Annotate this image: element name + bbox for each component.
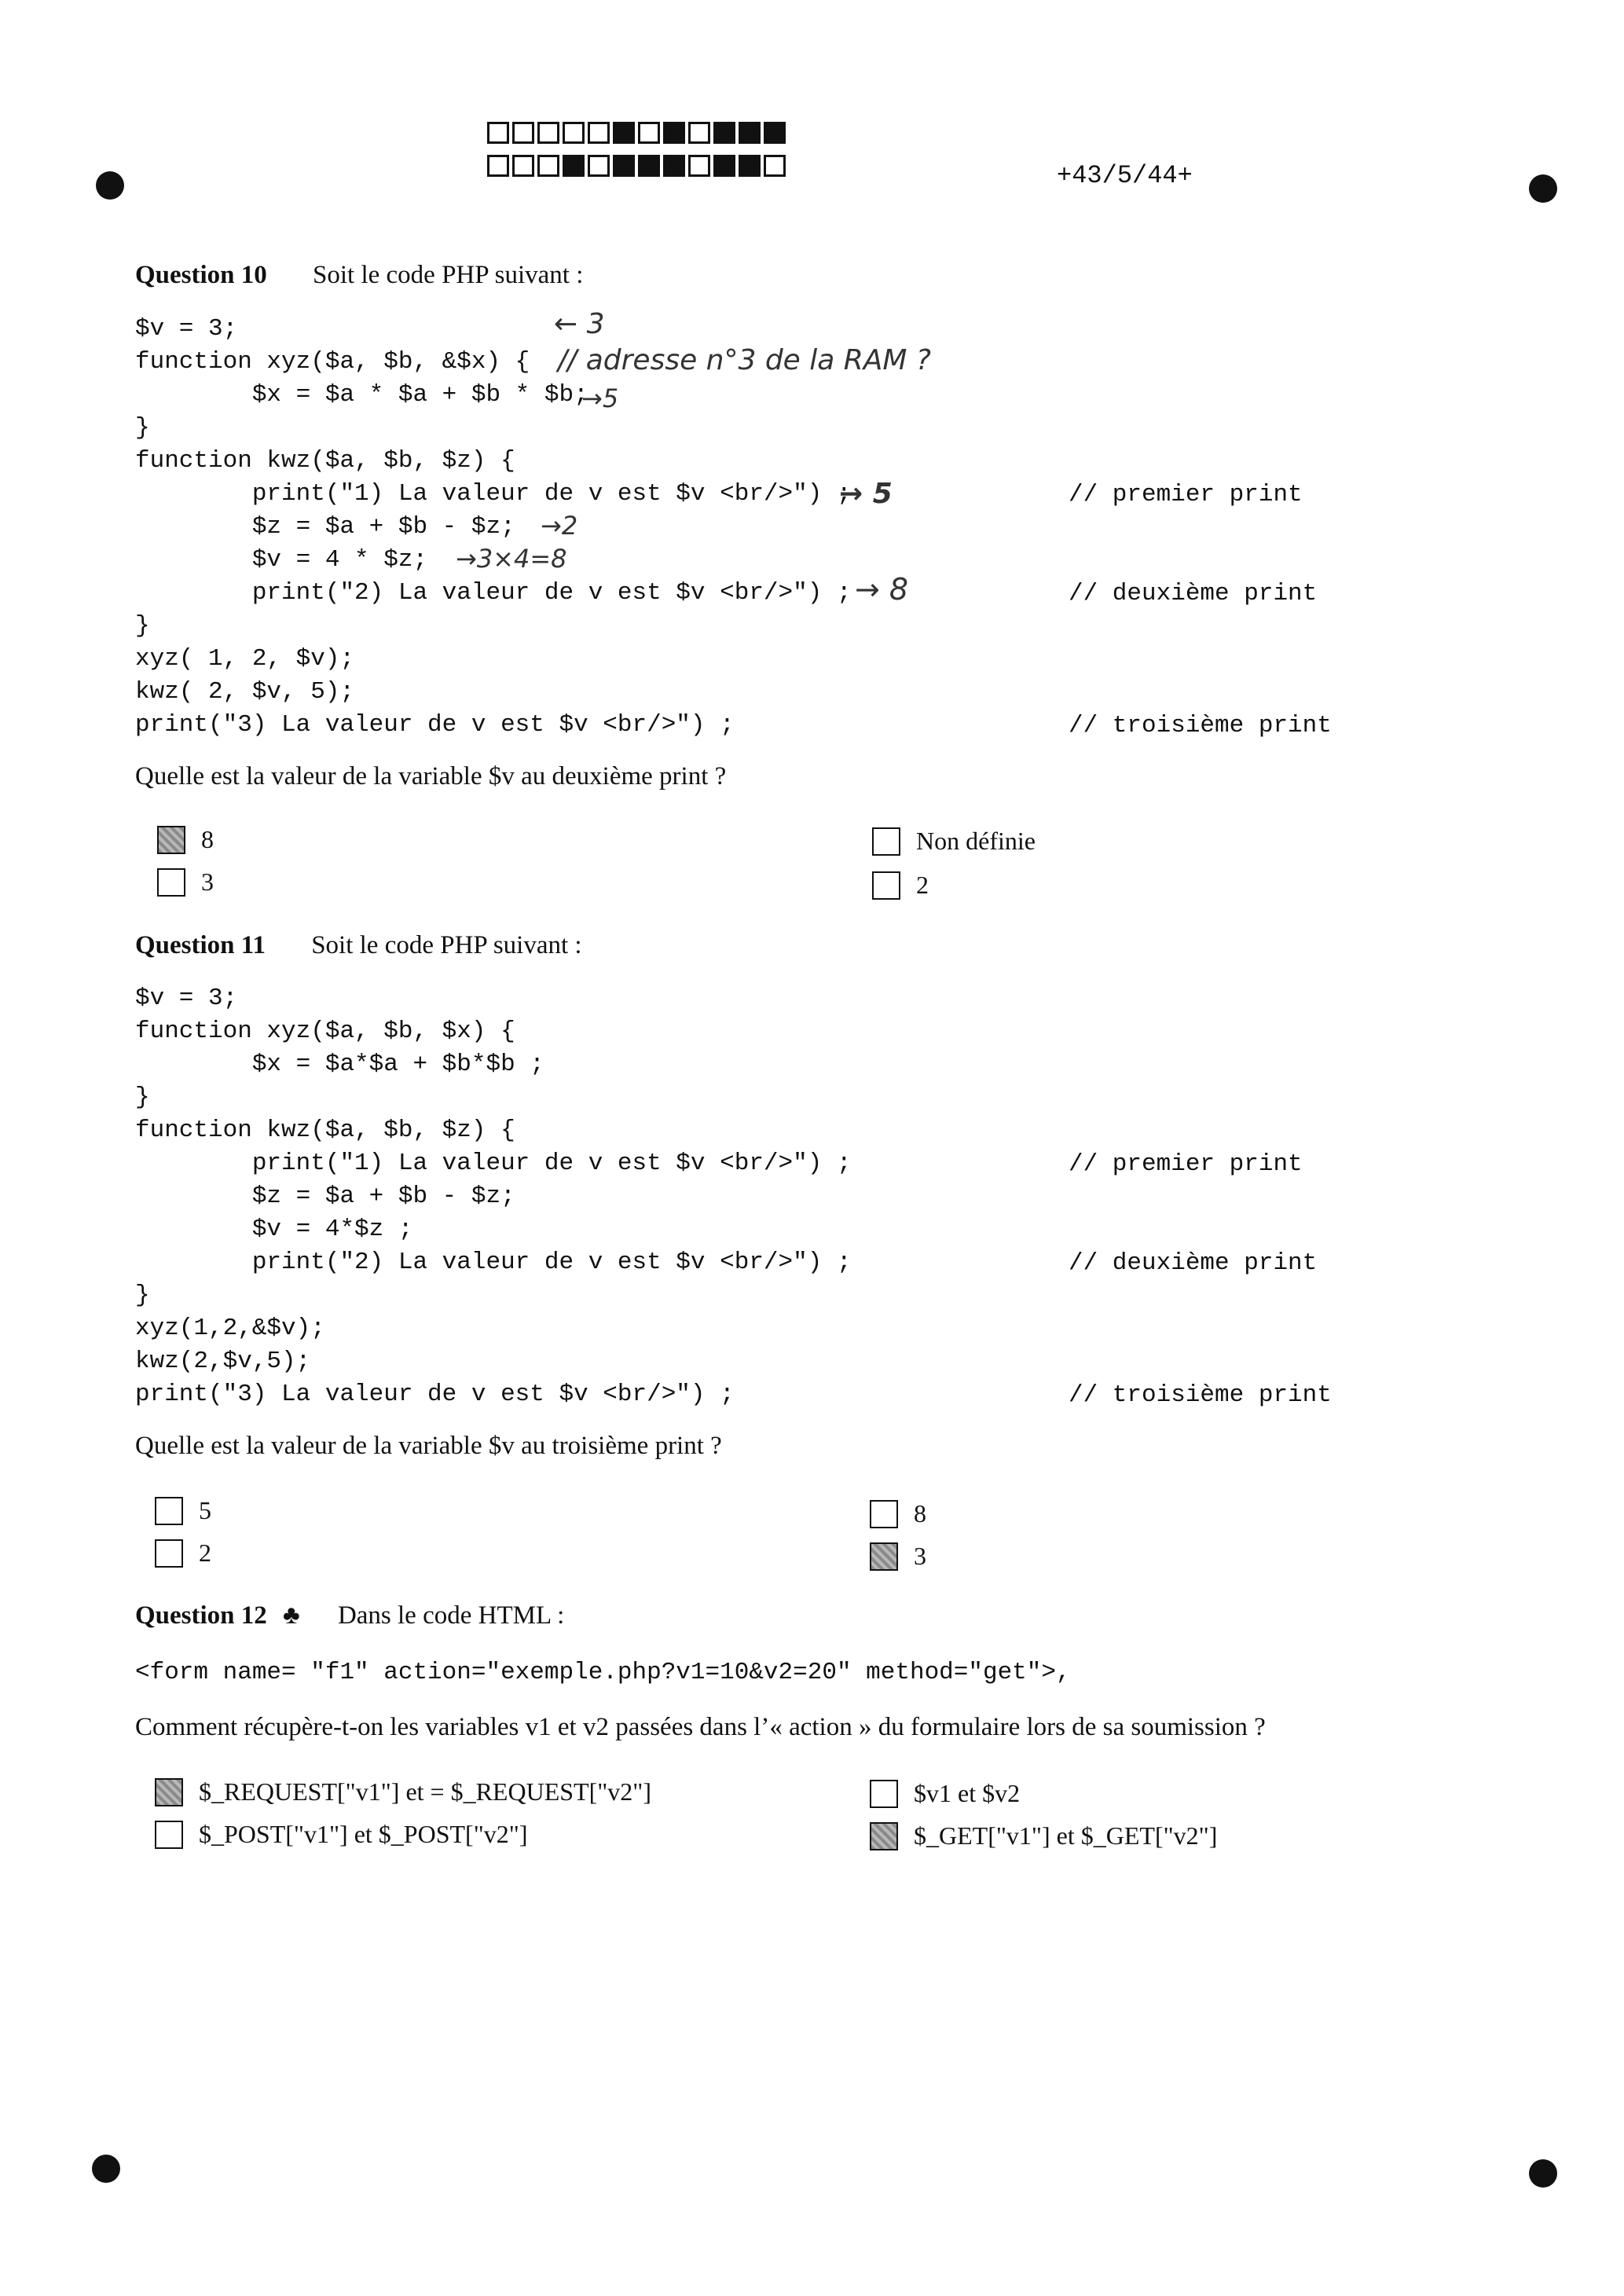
code-line: xyz(1,2,&$v);: [135, 1315, 325, 1342]
q11-option-2[interactable]: [155, 1539, 211, 1568]
q11-option-3[interactable]: [870, 1499, 926, 1528]
q12-option-4[interactable]: [870, 1821, 1217, 1850]
barcode-cell: [739, 155, 761, 177]
handwritten-note: → 5: [839, 478, 893, 510]
option-label: 5: [199, 1496, 211, 1524]
code-line: $v = 4 * $z;: [135, 546, 428, 574]
q10-option-4[interactable]: [872, 871, 929, 900]
checkbox[interactable]: [157, 868, 185, 897]
q11-comment-second-print: // deuxième print: [1069, 1249, 1318, 1277]
handwritten-note: →2: [541, 511, 578, 541]
option-label: 3: [201, 867, 214, 896]
question-10-label: Question 10: [135, 261, 267, 289]
handwritten-note: ← 3: [554, 308, 605, 340]
code-line: $v = 4*$z ;: [135, 1216, 413, 1243]
code-line: $v = 3;: [135, 985, 238, 1012]
handwritten-note: → 8: [855, 572, 909, 607]
barcode-cell: [764, 155, 786, 177]
barcode-bottom-row: [487, 155, 789, 177]
checkbox[interactable]: [155, 1497, 183, 1525]
barcode-cell: [537, 155, 559, 177]
q10-comment-first-print: // premier print: [1069, 481, 1303, 508]
code-line: $z = $a + $b - $z;: [135, 1183, 515, 1210]
barcode-cell: [563, 122, 585, 144]
q10-comment-second-print: // deuxième print: [1069, 580, 1318, 607]
code-line: $v = 3;: [135, 315, 238, 343]
code-line: }: [135, 1084, 150, 1111]
question-12-code: <form name= "f1" action="exemple.php?v1=10&v2=20" method="get">,: [135, 1659, 1071, 1686]
checkbox[interactable]: [870, 1542, 898, 1571]
question-11-text: Quelle est la valeur de la variable $v au troisième print ?: [135, 1432, 722, 1460]
q11-option-1[interactable]: [155, 1496, 211, 1525]
question-10-code: [135, 313, 852, 742]
checkbox[interactable]: [157, 826, 185, 854]
barcode-top-row: [487, 122, 789, 144]
code-line: xyz( 1, 2, $v);: [135, 645, 355, 673]
barcode-cell: [688, 155, 710, 177]
code-line: function xyz($a, $b, &$x) {: [135, 348, 530, 376]
q11-comment-first-print: // premier print: [1069, 1150, 1303, 1178]
option-label: $_GET["v1"] et $_GET["v2"]: [914, 1821, 1218, 1850]
checkbox[interactable]: [872, 871, 900, 900]
handwritten-note: →5: [581, 383, 619, 413]
code-line: function kwz($a, $b, $z) {: [135, 447, 515, 475]
checkbox[interactable]: [872, 827, 900, 856]
code-line: function kwz($a, $b, $z) {: [135, 1117, 515, 1144]
option-label: 3: [914, 1542, 926, 1570]
checkbox[interactable]: [870, 1822, 898, 1850]
code-line: print("2) La valeur de v est $v <br/>") ;: [135, 1249, 852, 1276]
option-label: 8: [201, 825, 214, 853]
barcode-cell: [613, 122, 635, 144]
option-label: 2: [199, 1539, 211, 1567]
question-12-title: [135, 1601, 564, 1630]
code-line: kwz( 2, $v, 5);: [135, 678, 355, 706]
code-line: $x = $a * $a + $b * $b;: [135, 381, 588, 409]
page-id: +43/5/44+: [1057, 161, 1193, 190]
code-line: kwz(2,$v,5);: [135, 1348, 311, 1375]
code-line: }: [135, 414, 150, 442]
question-10-text: Quelle est la valeur de la variable $v au deuxième print ?: [135, 762, 727, 790]
code-line: print("2) La valeur de v est $v <br/>") ;: [135, 579, 852, 607]
code-line: $z = $a + $b - $z;: [135, 513, 515, 541]
code-line: function xyz($a, $b, $x) {: [135, 1018, 515, 1045]
q12-option-2[interactable]: [155, 1820, 527, 1849]
question-12-text: Comment récupère-t-on les variables v1 et v2 passées dans l’« action » du formulaire lors de sa soumission ?: [135, 1713, 1266, 1741]
barcode-cell: [663, 122, 685, 144]
code-line: $x = $a*$a + $b*$b ;: [135, 1051, 544, 1078]
code-line: }: [135, 612, 150, 640]
code-line: print("3) La valeur de v est $v <br/>") ;: [135, 1381, 735, 1408]
handwritten-note: // adresse n°3 de la RAM ?: [558, 344, 932, 376]
barcode-cell: [588, 155, 610, 177]
option-label: $_POST["v1"] et $_POST["v2"]: [199, 1820, 528, 1848]
barcode-cell: [487, 155, 509, 177]
q11-option-4[interactable]: [870, 1542, 926, 1571]
q10-option-3[interactable]: [872, 827, 1036, 856]
checkbox[interactable]: [155, 1821, 183, 1849]
barcode-cell: [512, 155, 534, 177]
handwritten-note: →3×4=8: [456, 544, 567, 574]
barcode-cell: [638, 155, 660, 177]
corner-mark-top-right: [1529, 174, 1557, 203]
option-label: Non définie: [916, 827, 1036, 855]
checkbox[interactable]: [870, 1780, 898, 1808]
barcode-cell: [588, 122, 610, 144]
barcode-cell: [764, 122, 786, 144]
question-11-label: Question 11: [135, 931, 266, 959]
q12-option-3[interactable]: [870, 1779, 1020, 1808]
barcode-cell: [713, 122, 735, 144]
question-10-intro: Soit le code PHP suivant :: [313, 261, 584, 289]
corner-mark-bottom-left: [92, 2155, 120, 2183]
option-label: 8: [914, 1499, 926, 1528]
question-11-title: [135, 931, 582, 960]
barcode-cell: [512, 122, 534, 144]
barcode-cell: [537, 122, 559, 144]
q12-option-1[interactable]: [155, 1777, 651, 1806]
checkbox[interactable]: [155, 1539, 183, 1568]
barcode-cell: [638, 122, 660, 144]
question-12-intro: Dans le code HTML :: [337, 1601, 565, 1630]
option-label: 2: [916, 871, 929, 899]
q10-comment-third-print: // troisième print: [1069, 712, 1332, 739]
code-line: print("1) La valeur de v est $v <br/>") ;: [135, 1150, 852, 1177]
barcode-cell: [613, 155, 635, 177]
corner-mark-bottom-right: [1529, 2159, 1557, 2188]
q11-comment-third-print: // troisième print: [1069, 1381, 1332, 1409]
club-icon: ♣: [283, 1601, 300, 1630]
q10-option-2[interactable]: [157, 867, 214, 897]
question-12-label: Question 12: [135, 1601, 267, 1630]
q10-option-1[interactable]: [157, 825, 214, 854]
barcode-cell: [663, 155, 685, 177]
barcode-cell: [688, 122, 710, 144]
corner-mark-top-left: [96, 171, 124, 200]
question-11-intro: Soit le code PHP suivant :: [311, 931, 582, 959]
barcode-cell: [713, 155, 735, 177]
barcode-cell: [563, 155, 585, 177]
option-label: $v1 et $v2: [914, 1779, 1021, 1807]
code-line: }: [135, 1282, 150, 1309]
option-label: $_REQUEST["v1"] et = $_REQUEST["v2"]: [199, 1777, 652, 1806]
barcode-cell: [739, 122, 761, 144]
question-10-title: [135, 261, 583, 290]
code-line: print("3) La valeur de v est $v <br/>") ;: [135, 711, 735, 739]
question-11-code: [135, 982, 852, 1411]
checkbox[interactable]: [870, 1500, 898, 1528]
checkbox[interactable]: [155, 1778, 183, 1806]
code-line: print("1) La valeur de v est $v <br/>") ;: [135, 480, 852, 508]
barcode-cell: [487, 122, 509, 144]
